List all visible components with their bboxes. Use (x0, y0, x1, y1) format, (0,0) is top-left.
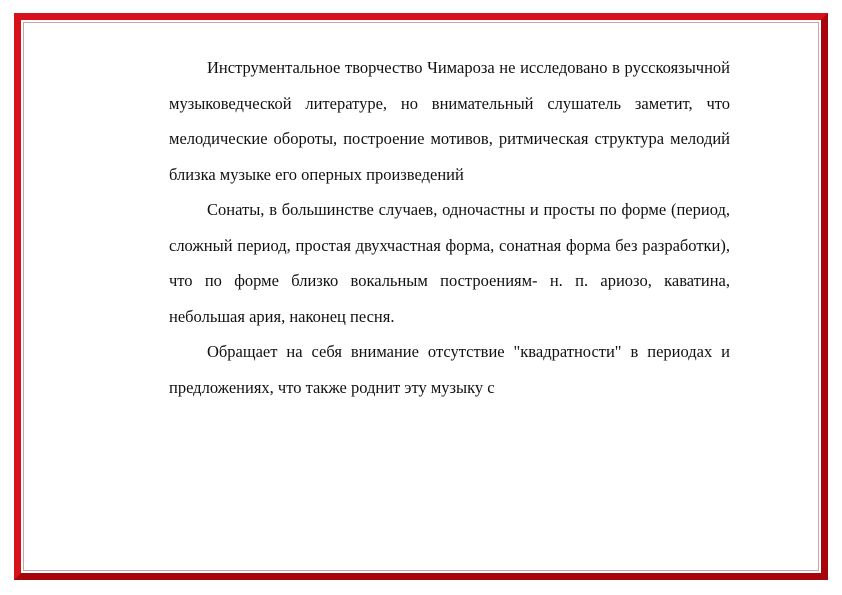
body-text (169, 50, 730, 405)
paragraph-3: Обращает на себя внимание отсутствие "квадратности" в периодах и предложениях, что также роднит эту музыку с (169, 342, 730, 397)
paragraph-2: Сонаты, в большинстве случаев, одночастны и просты по форме (период, сложный период, простая двухчастная форма, сонатная форма без разработки), что по форме близко вокальным построениям- н. п. ариозо, каватина, небольшая ария, наконец песня. (169, 200, 730, 326)
paragraph-1: Инструментальное творчество Чимароза не исследовано в русскоязычной музыковедческой литературе, но внимательный слушатель заметит, что мелодические обороты, построение мотивов, ритмическая структура мелодий близка музыке его оперных произведений (169, 58, 730, 184)
